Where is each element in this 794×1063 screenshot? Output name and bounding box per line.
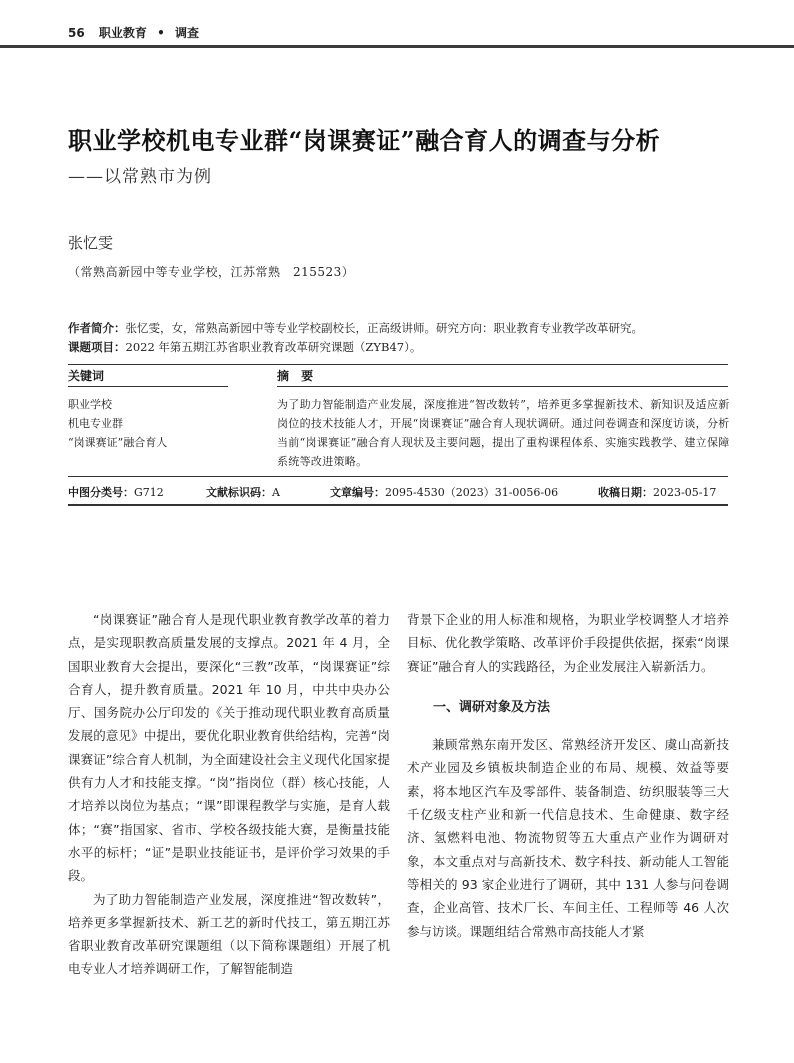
author-bio [68, 320, 738, 336]
received-value: 2023-05-17 [653, 486, 717, 499]
received-label: 收稿日期： [598, 486, 653, 499]
article-subtitle: ——以常熟市为例 [68, 167, 212, 187]
keyword-item: “岗课赛证”融合育人 [68, 436, 168, 449]
article-number-value: 2095-4530（2023）31-0056-06 [385, 486, 559, 499]
header-separator: • [157, 26, 165, 40]
clc-label: 中图分类号： [68, 486, 134, 499]
body-paragraph: 为了助力智能制造产业发展，深度推进“智改数转”，培养更多掌握新技术、新工艺的新时代技工，第五期江苏省职业教育改革研究课题组（以下简称课题组）开展了机电专业人才培养调研工作，了解智能制造 [68, 891, 390, 977]
body-paragraph: 兼顾常熟东南开发区、常熟经济开发区、虞山高新技术产业园及乡镇板块制造企业的布局、规模、效益等要素，将本地区汽车及零部件、装备制造、纺织服装等三大千亿级支柱产业和新一代信息技术、生命健康、数字经济、氢燃料电池、物流物贸等五大重点产业作为调研对象，本文重点对与高新技术、数字科技、新动能人工智能等相关的 93 家企业进行了调研，其中 131 人参与问卷调查，企业高管、技术厂长、车间主任、工程师等 46 人次参与访谈。课题组结合常熟市高技能人才紧 [407, 737, 729, 939]
body-column-right [407, 608, 729, 943]
article-number-label: 文章编号： [330, 486, 385, 499]
keyword-item: 职业学校 [68, 398, 112, 411]
keywords-top-rule [68, 364, 728, 365]
abstract-rule [277, 386, 728, 387]
project-label: 课题项目： [68, 340, 126, 354]
doc-label: 文献标识码： [206, 486, 272, 499]
clc-number [68, 484, 164, 500]
keywords-rule [68, 386, 228, 387]
doc-value: A [272, 486, 280, 499]
author-affiliation: （常熟高新园中等专业学校，江苏常熟 215523） [68, 265, 355, 279]
keywords-list [68, 395, 258, 452]
abstract-title: 摘 要 [277, 369, 318, 383]
author-bio-label: 作者简介： [68, 321, 126, 335]
body-column-left [68, 608, 390, 981]
body-paragraph: 背景下企业的用人标准和规格，为职业学校调整人才培养目标、优化教学策略、改革评价手段提供依据，探索“岗课赛证”融合育人的实践路径，为企业发展注入崭新活力。 [407, 612, 729, 674]
classification-top-rule [68, 476, 728, 477]
classification-row [68, 484, 728, 502]
column-name: 调查 [174, 26, 199, 40]
article-number [330, 484, 558, 500]
body-paragraph: “岗课赛证”融合育人是现代职业教育教学改革的着力点，是实现职教高质量发展的支撑点。2021 年 4 月，全国职业教育大会提出，要深化“三教”改革，“岗课赛证”综合育人，提升教育质量。2021 年 10 月，中共中央办公厅、国务院办公厅印发的《关于推动现代职业教育高质量发展的意见》中提出，要优化职业教育供给结构，完善“岗课赛证”综合育人机制，为全面建设社会主义现代化国家提供有力人才和技能支撑。“岗”指岗位（群）核心技能，人才培养以岗位为基点；“课”即课程教学与实施，是育人载体；“赛”指国家、省市、学校各级技能大赛，是衡量技能水平的标杆；“证”是职业技能证书，是评价学习效果的手段。 [68, 612, 390, 884]
clc-value: G712 [134, 486, 164, 499]
article-title: 职业学校机电专业群“岗课赛证”融合育人的调查与分析 [68, 126, 661, 155]
keyword-item: 机电专业群 [68, 417, 123, 430]
section-heading: 一、调研对象及方法 [433, 699, 551, 715]
classification-bottom-rule [68, 504, 728, 506]
project-info [68, 339, 738, 355]
abstract-text: 为了助力智能制造产业发展，深度推进“智改数转”，培养更多掌握新技术、新知识及适应新岗位的技术技能人才，开展“岗课赛证”融合育人现状调研。通过问卷调查和深度访谈，分析当前“岗课赛证”融合育人现状及主要问题，提出了重构课程体系、实施实践教学、建立保障系统等改进策略。 [277, 398, 730, 468]
keywords-title: 关键词 [68, 369, 105, 383]
project-text: 2022 年第五期江苏省职业教育改革研究课题（ZYB47）。 [125, 340, 422, 354]
page-number: 56 [68, 26, 85, 40]
header-rule [0, 45, 794, 48]
running-header [68, 24, 728, 46]
author-name: 张忆雯 [68, 234, 114, 252]
journal-name: 职业教育 [98, 26, 147, 40]
received-date [598, 484, 716, 500]
author-bio-text: 张忆雯，女，常熟高新园中等专业学校副校长，正高级讲师。研究方向：职业教育专业教学改革研究。 [125, 321, 643, 335]
document-code [206, 484, 280, 500]
